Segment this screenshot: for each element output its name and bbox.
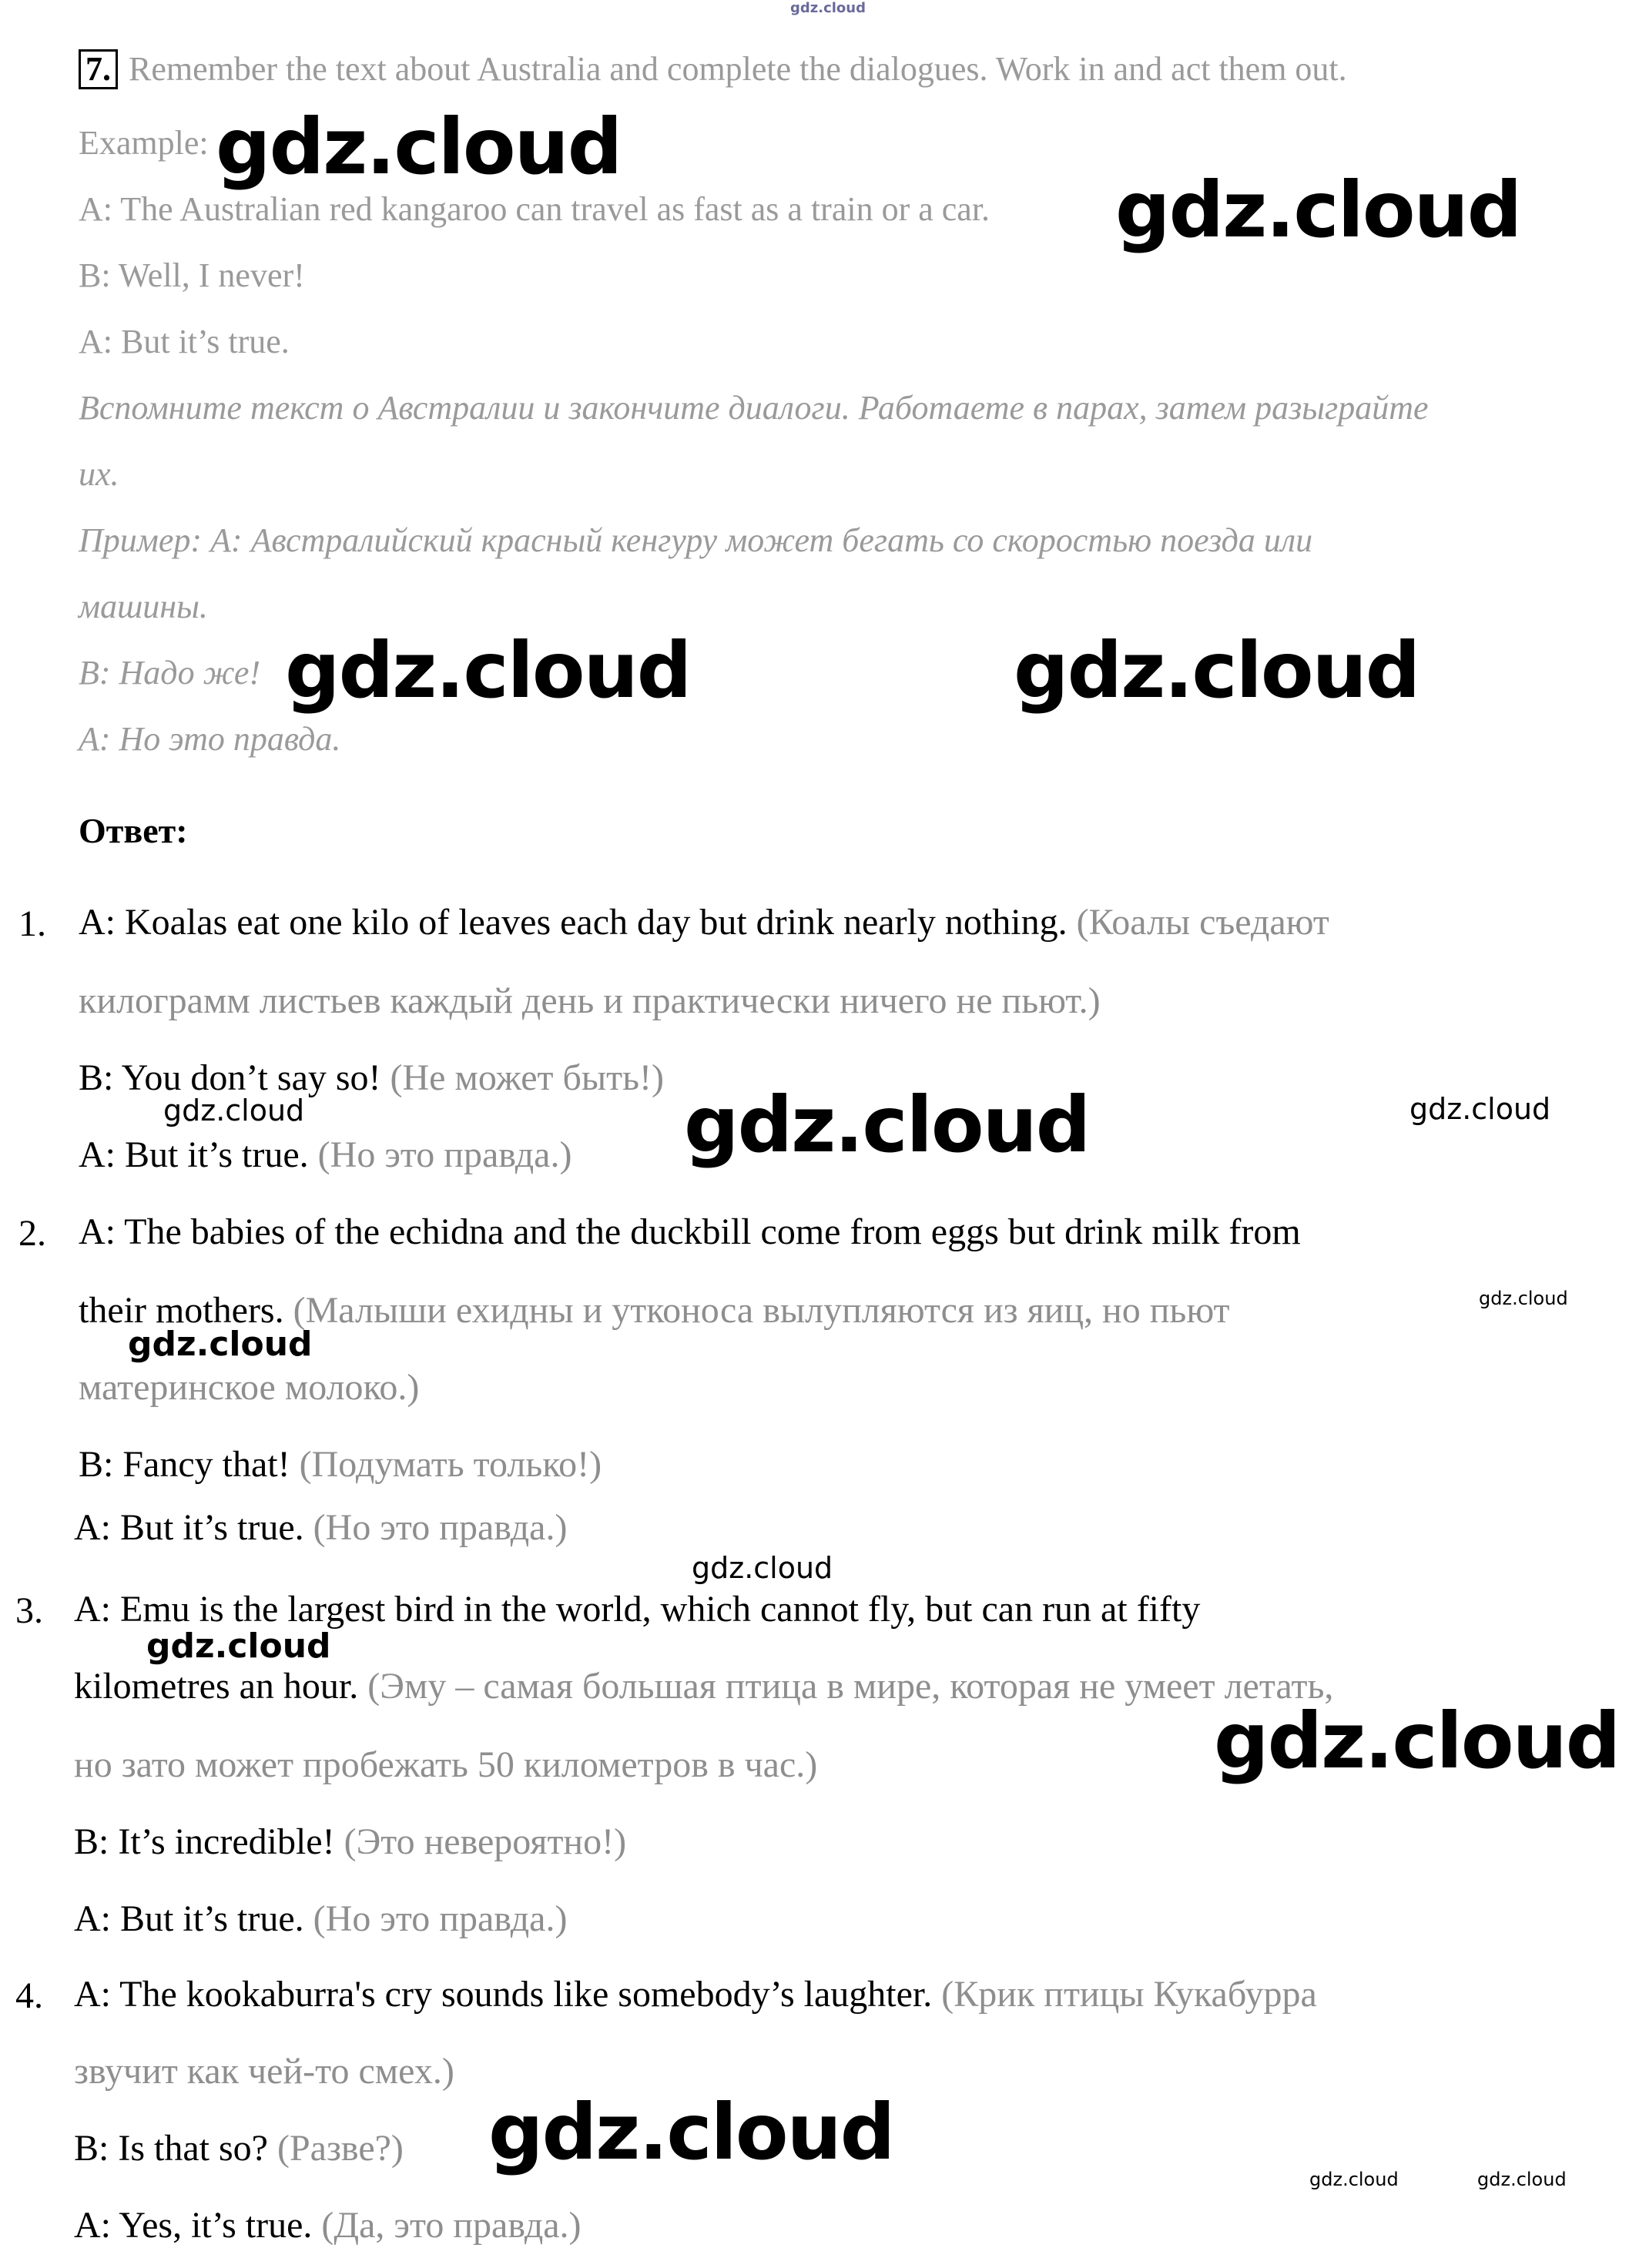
answer-line: материнское молоко.) xyxy=(79,1367,420,1408)
watermark: gdz.cloud xyxy=(1409,1092,1551,1126)
answer-line: A: But it’s true. (Но это правда.) xyxy=(74,1898,568,1939)
watermark: gdz.cloud xyxy=(146,1626,331,1666)
watermark: gdz.cloud xyxy=(216,102,622,192)
watermark: gdz.cloud xyxy=(163,1094,305,1127)
example-line: B: Well, I never! xyxy=(79,256,305,294)
watermark: gdz.cloud xyxy=(1115,165,1521,255)
watermark: gdz.cloud xyxy=(128,1325,313,1364)
watermark-top: gdz.cloud xyxy=(790,0,866,16)
answer-number: 2. xyxy=(18,1213,46,1254)
task-number: 7. xyxy=(79,49,118,89)
task-instruction: Remember the text about Australia and complete the dialogues. Work in and act them out. xyxy=(129,50,1347,88)
ru-instruction-line: их. xyxy=(79,455,119,493)
answer-line: B: Is that so? (Разве?) xyxy=(74,2128,404,2169)
watermark: gdz.cloud xyxy=(1309,2169,1399,2190)
answer-number: 1. xyxy=(18,903,46,944)
ru-example-line: машины. xyxy=(79,588,208,625)
answer-line: A: The kookaburra's cry sounds like somebody’s laughter. (Крик птицы Кукабурра xyxy=(74,1974,1317,2015)
answer-heading: Ответ: xyxy=(79,811,188,850)
answer-line: A: But it’s true. (Но это правда.) xyxy=(79,1134,572,1175)
watermark: gdz.cloud xyxy=(488,2087,894,2177)
answer-line: но зато может пробежать 50 километров в час.) xyxy=(74,1744,818,1785)
example-line: A: The Australian red kangaroo can travel as fast as a train or a car. xyxy=(79,190,990,228)
answer-line: A: Emu is the largest bird in the world, which cannot fly, but can run at fifty xyxy=(74,1589,1201,1630)
ru-example-line: А: Но это правда. xyxy=(79,720,341,758)
answer-number: 3. xyxy=(15,1590,43,1631)
answer-number: 4. xyxy=(15,1975,43,2016)
ru-example-line: Пример: А: Австралийский красный кенгуру может бегать со скоростью поезда или xyxy=(79,521,1313,559)
example-line: A: But it’s true. xyxy=(79,323,290,360)
watermark: gdz.cloud xyxy=(1014,625,1419,715)
answer-line: their mothers. (Малыши ехидны и утконоса вылупляются из яиц, но пьют xyxy=(79,1290,1230,1331)
answer-line: A: But it’s true. (Но это правда.) xyxy=(74,1507,568,1548)
answer-line: A: The babies of the echidna and the duckbill come from eggs but drink milk from xyxy=(79,1211,1301,1252)
answer-line: B: It’s incredible! (Это невероятно!) xyxy=(74,1821,627,1862)
watermark: gdz.cloud xyxy=(285,625,691,715)
watermark: gdz.cloud xyxy=(1477,2169,1567,2190)
watermark: gdz.cloud xyxy=(692,1551,833,1585)
answer-line: B: You don’t say so! (Не может быть!) xyxy=(79,1057,664,1098)
answer-line: B: Fancy that! (Подумать только!) xyxy=(79,1444,602,1485)
example-label: Example: xyxy=(79,124,209,162)
answer-line: килограмм листьев каждый день и практически ничего не пьют.) xyxy=(79,980,1101,1021)
answer-line: звучит как чей-то смех.) xyxy=(74,2051,454,2092)
watermark: gdz.cloud xyxy=(1214,1696,1620,1786)
watermark: gdz.cloud xyxy=(1479,1288,1568,1309)
answer-line: A: Koalas eat one kilo of leaves each day but drink nearly nothing. (Коалы съедают xyxy=(79,902,1329,943)
watermark: gdz.cloud xyxy=(684,1080,1090,1170)
answer-line: kilometres an hour. (Эму – самая большая птица в мире, которая не умеет летать, xyxy=(74,1666,1334,1707)
ru-instruction-line: Вспомните текст о Австралии и закончите диалоги. Работаете в парах, затем разыграйте xyxy=(79,389,1429,427)
answer-line: A: Yes, it’s true. (Да, это правда.) xyxy=(74,2205,582,2246)
ru-example-line: В: Надо же! xyxy=(79,654,261,692)
task-instruction-line xyxy=(79,48,1347,91)
